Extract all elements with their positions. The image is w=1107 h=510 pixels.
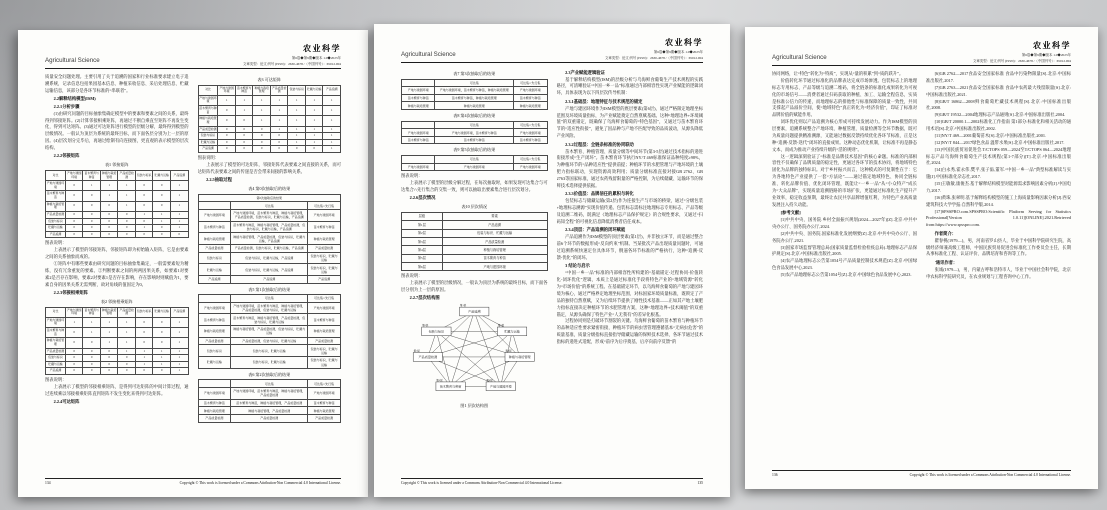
svg-text:第4层: 第4层	[505, 349, 512, 353]
paragraph: 图表说明：	[197, 155, 219, 160]
paragraph: 协同网络，让“特色”转化为“特质”，实现从“量的积累”到“质的跃升”。	[772, 71, 904, 76]
page-134	[18, 30, 368, 497]
paragraph: 价值转化环节通过标准化的品牌表达完成市场渗透。包装标志上的地理标志专用标志、产品等级与追溯二维码，将全链条的标准化成果转化为可视化的市场信号——消费者通过扫码获取的种植、加工、运输全程信息，实质是标准公信力的传递，而地理标志的排他性与标准保障的质量一致性，共同支撑起产品溢价空间，使“地域特色”真正转化为“经济价值”，印证了标准对品牌价值的赋能作用。	[772, 77, 917, 118]
section-heading: 2.2.6层次情况	[409, 195, 436, 201]
table-caption: 表10 层次情况	[461, 204, 488, 210]
extraction-table: 可达集 可达集∩先行集 产地与建园环境 产地与建园环境，苗木繁育与种苗，种植与栽培管理，产品质量检测，包装与标识，贮藏与运输 产地与建园环境 苗木繁育与种苗 苗木繁育与种苗，种植与栽培管理，产品质量检测，包装与标识，贮藏与运输 苗木繁育与种苗 种植与栽培管理 种植与栽培管理，产品质量检测，包装与标识，贮藏与运输 种植与栽培管理 产品质量检测 产品质量检测，包装与标识，贮藏与运输 产品质量检测 包装与标识 包装与标识，贮藏与运输 包装与标识，贮藏与运输 贮藏与运输 包装与标识，贮藏与运输 包装与标识，贮藏与运输	[198, 294, 342, 369]
table-caption: 表3 可达矩阵	[257, 77, 282, 82]
paragraph: 张诚(1979—)，男，内蒙古呼和浩特市人，毕业于中国社会科学院，北京申农标科学院研究员，在农业规划与工程咨询中心工作。	[926, 266, 1071, 279]
table-caption: 表5 第1次抽取后的结果	[248, 286, 291, 292]
section-heading: 3 结论与启示	[565, 263, 590, 269]
right-column	[926, 71, 1071, 463]
paragraph: 图表说明：	[401, 173, 423, 179]
paragraph: 图表说明：	[401, 273, 423, 279]
paragraph: 图表说明：	[45, 240, 67, 246]
svg-text:包装与标识: 包装与标识	[428, 330, 445, 335]
section-heading: 2.3产业赋能逻辑验证	[565, 69, 605, 75]
paragraph: [6]GB 2762—2017食品安全国家标准 食品中污染物限量[S].北京:中国标准出版社,2017.	[926, 71, 1071, 83]
page-136	[745, 27, 1098, 489]
svg-text:产地与建园环境: 产地与建园环境	[489, 384, 512, 389]
paragraph: 图表说明：	[45, 377, 67, 382]
paragraph: 过程协同则是打破环节割裂的关键。乌海鲜食葡萄的苗木繁育与种植环节的品种适应性要求紧密衔接，种植环节的病虫害管理遵循基本“无病虫危害”的质量基准，质量分级指标直接指导储藏运输的保鲜技术选择，各环节通过技术指标的递进式适配，形成“前序为后序奠基、后序向前序反馈”的	[556, 318, 703, 344]
journal-meta-line: 文章类型：论文|刊号 (ISSN)：2630-4678 /（中国刊号）：65012.004	[973, 59, 1071, 63]
page-body	[772, 71, 1071, 463]
page-footer	[772, 470, 1071, 478]
extraction-table: 可达集 可达集∩先行集 产地与建园环境 产地与建园环境，苗木繁育与种苗，种植与栽培管理，产品质量检测 产地与建园环境 苗木繁育与种苗 苗木繁育与种苗，种植与栽培管理，产品质量检测 苗木繁育与种苗 种植与栽培管理 种植与栽培管理，产品质量检测 种植与栽培管理 产品质量检测 产品质量检测 产品质量检测	[198, 379, 342, 422]
table-caption: 表4 第0次抽取后的结果	[248, 186, 291, 192]
section-heading: 2.3.2过程层：全链条标准的协同联动	[565, 141, 634, 147]
svg-text:贮藏与运输: 贮藏与运输	[504, 330, 520, 335]
paragraph: [11]NY/T 469—2001葡萄苗木[S].北京:中国标准出版社,2001.	[934, 132, 1047, 138]
hierarchy-structure-diagram	[401, 302, 548, 401]
copyright-notice: Copyright © This work is licensed under a Commons Attribution-Non Commercial 4.0 International License.	[401, 481, 563, 485]
svg-text:种植与栽培管理: 种植与栽培管理	[508, 355, 531, 360]
page-body	[45, 74, 341, 471]
svg-text:第6层: 第6层	[486, 379, 493, 383]
matrix-table: 对比 产地与建园环境 苗木繁育与种苗 种植与栽培管理 产品质量检测 包装与标识 贮藏与运输 产品追溯 产地与建园环境 1 1 1 1 0 0 1 苗木繁育与种苗 0 1 1 1 0 0 1 种植与栽培管理 0 0 1 1 0 0 1 产品质量检测 0 0 0 1 1 1 1 包装与标识 0 0 0 0 1 1 1 贮藏与运输 0 0 0 0 1 1 1 产品追溯 0 0 0 0 0 0 1	[45, 307, 189, 376]
table-caption: 表7 第3次抽取后的结果	[453, 71, 496, 76]
copyright-notice: Copyright © This work is licensed under a Commons Attribution-Non Commercial 4.0 International License.	[179, 481, 341, 485]
paragraph: 这一逻辑深刻验证了“标准是品牌技术基因”的核心命题。标准的内部相容性不仅确保了品牌质量的稳定性，更通过各环节的技术协同，将地域特色固化为品牌的独特标识。对于乡村振兴而言，这种模式的可复制性在于：它为各地特色产业提供了一套“方法论”——通过锚定地域特色、协同全链标准、转化品牌价值、优化闭环管理，既能让“一乡一品”从“小众特产”成长为“大众品牌”，实现质量追溯链路的市场扩张，更能通过标准化生产提升产业效率，稳定收益预期，最终让农民共享品牌增值红利，为特色产业高质量发展注入持久动能。	[772, 153, 917, 207]
page-footer	[45, 478, 341, 486]
journal-name-en: Agricultural Science	[401, 51, 456, 58]
matrix-table: 对比 产地与建园环境 苗木繁育与种苗 种植与栽培管理 产品质量检测 包装与标识 贮藏与运输 产品追溯 产地与建园环境 0 1 1 1 0 0 1 苗木繁育与种苗 0 0 1 1 0 0 1 种植与栽培管理 0 0 0 1 0 0 1 产品质量检测 0 0 0 0 1 1 1 包装与标识 0 0 0 0 0 1 1 贮藏与运输 0 0 0 0 1 0 1 产品追溯 0 0 0 0 0 0 0	[45, 170, 189, 239]
page-number: 135	[697, 481, 703, 485]
section-heading: 2.3.3价值层：品牌信任的累积与转化	[565, 191, 634, 197]
section-heading: [参考文献]	[780, 210, 801, 215]
journal-masthead	[973, 40, 1071, 63]
paragraph: 上表展示了模型的可达矩阵，邻接矩阵代表要素之间直接的关系，而可达矩阵代表要素之间的传递是否会带来间接的影响关系。	[197, 161, 341, 174]
journal-issue-line: 第6卷◆第9期◆版本 1.0◆2023年	[291, 56, 341, 60]
journal-issue-line: 第6卷◆第9期◆版本 1.0◆2023年	[653, 50, 703, 54]
paragraph: [17]SPSSPRO.com.SPSSPRO:Scientific Platform Serving for Statistics Professional[Version 1.0.11][ONLINE].2021.Retrieved from:https://www.spsspro.com.	[926, 208, 1071, 228]
section-heading: 2.2.1分析步骤	[53, 103, 80, 109]
paragraph: [3]国家市场监督管理总局(国家质量监督检验检疫总局).地理标志产品保护规定[S].北京:中国标准出版社,2005.	[772, 244, 917, 257]
svg-text:产品质量检测: 产品质量检测	[418, 355, 438, 360]
journal-name-zh: 农业科学	[1033, 41, 1071, 50]
paragraph: “中国一乡一品”标准的内部相容性所构建的“基础锚定-过程协同-价值转化-闭环优化”逻辑，本质上是通过标准化手段将特色产业的“地域资源”转化为“市场价值”的系统工程。在基础锚定环节，以乌海鲜食葡萄的产地与建园环境为核心，通过严格界定地理坐标范围、对标国家环境质量标准，既锁定了产品的独特自然禀赋，又为后续环节提供了刚性技术基准——正如其产地土壤肥力指标直接决定种植环节的水肥管理方案，这种“地理边界+技术阈值”的双重锚定，从源头确保了特色产业“人无我有”的差异化根基。	[556, 270, 703, 317]
table-caption: 表9 第5次抽取后的结果	[453, 147, 496, 153]
svg-text:第2层: 第2层	[422, 324, 429, 328]
section-heading: 2.2解释结构模型(ISM)	[53, 96, 96, 102]
journal-name-zh: 农业科学	[303, 44, 341, 53]
table-caption: 表1 邻接矩阵	[104, 162, 129, 168]
extraction-table: 可达集 可达集∩先行集 产地与建园环境 产地与建园环境，苗木繁育与种苗，种植与栽培管理 产地与建园环境 苗木繁育与种苗 苗木繁育与种苗，种植与栽培管理 苗木繁育与种苗 种植与栽培管理 种植与栽培管理 种植与栽培管理	[401, 79, 548, 111]
journal-issue-line: 第6卷◆第9期◆版本 1.0◆2023年	[1021, 53, 1071, 57]
page-header	[401, 37, 703, 63]
page-header	[45, 43, 341, 69]
hierarchy-table: 层级 要素 第1层 产品追溯 第2层 包装与标识、贮藏与运输 第3层 产品质量检测 第4层 种植与栽培管理 第5层 苗木繁育与种苗 第6层 产地与建园环境	[401, 212, 548, 271]
svg-text:第3层: 第3层	[413, 349, 420, 353]
paragraph: [2]中共中央、国务院.国家标准化发展纲要[Z].北京:中共中央办公厅、国务院办公厅,2021.	[772, 230, 917, 243]
page-body	[401, 68, 703, 471]
section-heading: 2.2.4可达矩阵	[53, 399, 80, 405]
section-heading: 2.3.1基础层：地理特征与技术规范的锚定	[565, 98, 643, 104]
paragraph: 瞿春桃(1979—)，男，河南省罗山县人，毕业于中国科学院研究生院，高级经济师兼高级工程师，中国民族贸易促进会标准化工作委员会主任，长期从事标准化工程、认证评价、品牌培育和咨询等工作。	[926, 237, 1071, 257]
paragraph: (1)由研究问题的目标抽象集确定模型中的要素和要素之间的关系，最终得到邻接矩阵。(2)计算邻接相乘矩阵，再通过不断自乘直至矩阵不再发生变化，得到可达矩阵。(3)通过可达矩阵进行模型的层级分解，最终得到模型的层级情况。一般认为顶层为系统的最终目标，而下面各层分别为上一层的原因。(4)层次划分完毕后，再通过绘制有向连接图，更直观的表示模型的层次结构。	[45, 110, 189, 150]
section-heading: 2.2.7层次结构图	[409, 295, 440, 301]
page-header	[772, 40, 1071, 66]
svg-text:第2层: 第2层	[497, 324, 505, 328]
paragraph: [10]GB/T 20000.1—2002标准化工作指南 第1部分:标准化和相关活动的通用术语[S].北京:中国标准出版社,2002.	[926, 119, 1071, 131]
paragraph: [5]农产品地理标志公告第1054号[Z].北京:中国绿色食品发展中心,2023.	[780, 272, 912, 277]
svg-text:苗木繁育与种苗: 苗木繁育与种苗	[439, 384, 462, 389]
page-number: 136	[772, 473, 778, 477]
section-heading: 作者简介：	[934, 230, 957, 236]
page-footer	[401, 478, 703, 486]
section-heading: '通讯作者：	[934, 259, 958, 265]
paragraph: [13]中国民族贸易促进会.T/CTOPS 059—2024至T/CTOPS 064—2024地理标志产品乌海鲜食葡萄生产技术规程(第1-7部分)[T].北京:中国标准出版社,2024.	[926, 146, 1071, 166]
paragraph: 基于解释结构模型(ISM)的层级分析与乌海鲜食葡萄生产技术规程的实践路径，可清晰验证“中国一乡一品”标准通过内部相容性实现产业赋能的逻辑闭环，具体表现为以下四层次传导机制：	[556, 76, 703, 96]
journal-meta-line: 文章类型：论文|刊号 (ISSN)：2630-4678 /（中国刊号）：65012.004	[605, 56, 703, 60]
section-heading: 2.2.3邻接相乘矩阵	[53, 290, 88, 295]
left-column	[772, 71, 917, 463]
journal-name-en: Agricultural Science	[772, 54, 827, 61]
extraction-table: 可达集 可达集∩先行集 产地与建园环境 产地与建园环境 产地与建园环境	[401, 155, 548, 171]
paragraph: [8]GB/T 16862—2008鲜食葡萄贮藏技术规程[S].北京:中国标准出版社,2008.	[926, 98, 1071, 111]
section-heading: 2.3.4顶层：产品追溯的闭环赋能	[565, 227, 626, 233]
page-135	[374, 24, 730, 497]
paragraph: [14]白永秀,霍永伟,樊平,张子溢,董军.“中国一乡一品”典型标准解读与实施[J].中国标准化杂志社,2017.	[926, 167, 1071, 180]
table-caption: 表6 第2次抽取后的结果	[248, 371, 291, 377]
paragraph: 质量安全问题处理。主要引用了关于追溯的国家和行业标准要求建立电子追溯系统，记录信息包括果园基本信息、种植采收信息、采后处理信息、贮藏运输信息，该部分是各环节标准的“串联者”。	[45, 74, 189, 93]
paragraph: 产地与建园环境作为ISM模型的底层要素(第6层)，通过严格限定地理坐标范围及环境质量指标，为产业赋能奠定自然禀赋基础。这种“地理边界+环境阈值”的双重锚定，既确保了乌海鲜食葡萄的“特色基因”，又通过与苗木繁育环节的“适应性衔接”，避免了因品种与产地不匹配导致的品质波动，从源头降低产业风险。	[556, 105, 703, 139]
paragraph: [12]NY/T 844—2017绿色食品 温带水果[S].北京:中国标准出版社,2017.	[934, 139, 1065, 145]
left-column	[45, 74, 189, 471]
paragraph: [4]农产品地理标志公告第1054号产品质量控制技术规范[Z].北京:中国绿色食品发展中心,2023.	[772, 258, 917, 271]
paragraph: [9]GB/T 19532—2004地理标志产品通则[S].北京:中国标准出版社,2004.	[934, 112, 1066, 118]
paragraph: 包装标志与储藏运输(第2层)作为连接生产与市场的桥梁，通过“分级包装+地理标志溯源”实现价值传递。包装标志需标注地理标志专用标志、产品等级及追溯二维码，既满足《地理标志产品保护规定》的合规性要求，又通过“扫码知全程”的可视化信息降低消费者信任成本。	[556, 198, 703, 224]
paragraph: 上表展示了模型的层级分解过程，在每次抽取时，如果发现可达集合与可达集合∩先行集合的交集一致，则可以抽取出要素集合进行层次划分。	[401, 180, 548, 193]
svg-text:第1层: 第1层	[460, 304, 467, 308]
left-column	[401, 68, 548, 471]
table-caption: 表8 第4次抽取后的结果	[453, 113, 496, 119]
svg-text:产品追溯: 产品追溯	[468, 310, 481, 315]
page-number: 134	[45, 481, 51, 485]
paragraph: [16]黄珠,张翠明.基于解释结构模型的施工上海质量影响因素分析[J].西安建筑科技大学学报:自然科学版,2014.	[926, 194, 1071, 207]
copyright-notice: Copyright © This work is licensed under a Commons Attribution-Non Commercial 4.0 International License.	[909, 473, 1071, 477]
section-heading: 2.2.5抽取过程	[206, 177, 232, 183]
paragraph: [7]GB 2763—2021食品安全国家标准 食品中农药最大残留限量[S].北京:中国标准出版社,2021.	[926, 84, 1071, 97]
figure-caption: 图1 层次结构图	[460, 403, 489, 409]
table-caption: 表2 邻接相乘矩阵	[100, 299, 133, 304]
paragraph: [15]王敏敏,康俊杰.基于解释结构模型对能源需求影响因素分析[J].中国电力,2017.	[926, 181, 1071, 193]
paragraph: 闭环优化则以产品追溯为核心形成可持续发展动力。作为ISM模型的顶层要素，追溯系统整合产地环境、种植管理、质量检测等全环节数据，既可为质量问题提供精准溯源，又能通过数据反馈持续优化各环节标准，正是这种“追溯-反馈-迭代”闭环的直接成果。这种动态优化机制，让标准不再是静态文本，而成为推动产业持续升级的“活的规则”。	[772, 119, 917, 152]
paragraph: 上表展示了模型的邻接相乘矩阵，是得到可达矩阵的中间计算过程，通过连续乘以邻接相乘矩阵直到矩阵不发生变化来得到可达矩阵。	[45, 383, 189, 396]
section-heading: 2.2.2邻接矩阵	[53, 153, 80, 159]
right-column	[557, 68, 704, 471]
paragraph: 上表展示了模型的层级情况，一般认为顶层为系统的最终目标，而下面各层分别为上一层的原因。	[401, 280, 548, 293]
matrix-table: 对比 产地与建园环境 苗木繁育与种苗 种植与栽培管理 产品质量检测 包装与标识 贮藏与运输 产品追溯 产地与建园环境 1 1 1 1 1 1 1 苗木繁育与种苗 0 1 1 1 1 1 1 种植与栽培管理 0 0 1 1 1 1 1 产品质量检测 0 0 0 1 1 1 1 包装与标识 0 0 0 0 1 1 1 贮藏与运输 0 0 0 0 1 1 1 产品追溯 0 0 0 0 0 0 1	[198, 85, 342, 154]
paragraph: 苗木繁育、种植管理、质量分级等中间环节(第3-5层)通过技术指标的递进衔接形成“生产闭环”。苗木繁育环节执行NY/T 469标准保证品种纯度≥98%，为种植环节的“品种适应性”提供前提；种植环节的水肥管理与产地环境的土壤肥力指标联动，实现资源高效利用；质量分级标准直接对接GB 2762、GB 2763等国家标准，通过农药残留限量的严格控制，为后续储藏、运输环节的保鲜技术选择提供依据。	[556, 148, 703, 188]
extraction-table: 第0次抽取后的结果 可达集 可达集∩先行集 产地与建园环境 产地与建园环境，苗木繁育与种苗，种植与栽培管理，产品质量检测，包装与标识，贮藏与运输，产品追溯 产地与建园环境 苗木繁育与种苗 苗木繁育与种苗，种植与栽培管理，产品质量检测，包装与标识，贮藏与运输，产品追溯 苗木繁育与种苗 种植与栽培管理 种植与栽培管理，产品质量检测，包装与标识，贮藏与运输，产品追溯 种植与栽培管理 产品质量检测 产品质量检测，包装与标识，贮藏与运输，产品追溯 产品质量检测 包装与标识 包装与标识，贮藏与运输，产品追溯 包装与标识，贮藏与运输 贮藏与运输 包装与标识，贮藏与运输，产品追溯 包装与标识，贮藏与运输 产品追溯 产品追溯 产品追溯	[198, 194, 342, 284]
paragraph: [1]中共中央、国务院.乡村全面振兴规划(2024—2027年)[Z].北京:中共中央办公厅、国务院办公厅,2024.	[772, 217, 917, 229]
paragraph: 产品追溯作为ISM模型的顶层要素(第1层)，并非独立环节，而是通过整合前6个环节的数据形成“反向约束”机制。当某批次产品出现质量问题时，可通过追溯系统快速定位具体环节，倒逼各环节标准的严格执行，这种“追溯-反馈-优化”的闭环。	[556, 234, 703, 260]
journal-masthead	[243, 43, 341, 66]
journal-masthead	[605, 37, 703, 60]
journal-name-zh: 农业科学	[665, 38, 703, 47]
journal-name-en: Agricultural Science	[45, 57, 100, 64]
paragraph: ①矩阵中有哪些要素由研究问题的目标抽象集确定，一般需要素短为精炼，没有冗余重复的要素。②判断要素之间的两两因果关系，如要素1对要素2是否存在影响，要素2对要素1是否存在影响，存在影响时则赋值为1，要素自身的因果关系无需判断，故对角线的值固定为0。	[45, 261, 189, 287]
right-column	[198, 74, 342, 471]
journal-meta-line: 文章类型：论文|刊号 (ISSN)：2630-4678 /（中国刊号）：65012.004	[243, 62, 341, 66]
extraction-table: 可达集 可达集∩先行集 产地与建园环境 产地与建园环境，苗木繁育与种苗 产地与建园环境 苗木繁育与种苗 苗木繁育与种苗 苗木繁育与种苗	[401, 121, 548, 145]
paragraph: 上表展示了模型的邻接矩阵，邻接矩阵即为初始输入矩阵，它是由要素之间的关系抽象而成的。	[45, 247, 189, 260]
svg-text:第5层: 第5层	[436, 379, 443, 383]
